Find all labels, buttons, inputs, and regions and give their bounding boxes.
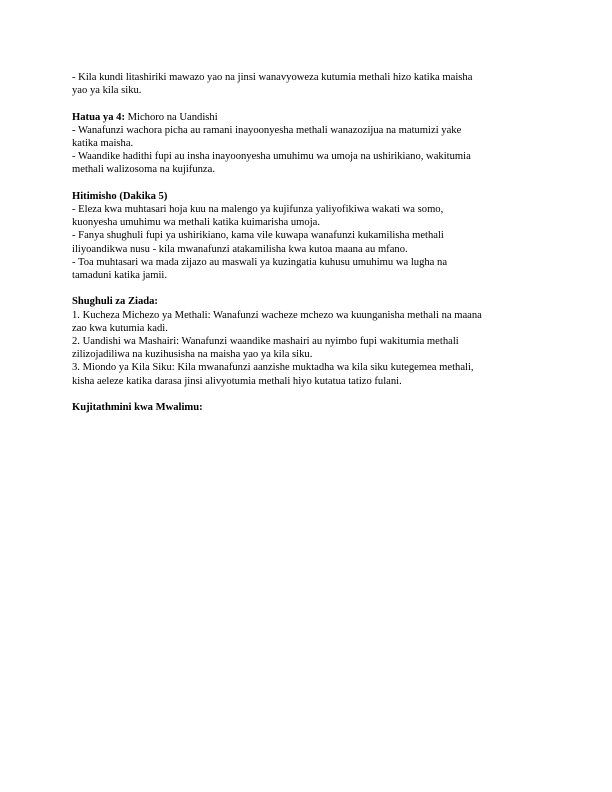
extra-activities-line: 2. Uandishi wa Mashairi: Wanafunzi waandike mashairi au nyimbo fupi wakitumia methali [72,336,459,348]
spacer [72,177,542,190]
extra-activities-line: zilizojadiliwa na kuzihusisha na maisha yao ya kila siku. [72,349,313,361]
conclusion-line: - Fanya shughuli fupi ya ushirikiano, kama vile kuwapa wanafunzi kukamilisha methali [72,230,444,242]
step4-heading [72,111,542,124]
extra-activities-section [72,295,542,387]
step4-section [72,111,542,177]
extra-activities-line: 1. Kucheza Michezo ya Methali: Wanafunzi wacheze mchezo wa kuunganisha methali na maana [72,309,482,321]
step4-heading-label: Hatua ya 4: [72,111,125,123]
step4-line: methali walizosoma na kujifunza. [72,164,215,176]
step4-line: katika maisha. [72,138,134,149]
conclusion-line: iliyoandikwa nusu - kila mwanafunzi atakamilisha kwa kutoa maana au mfano. [72,243,408,255]
extra-activities-line: 3. Miondo ya Kila Siku: Kila mwanafunzi aanzishe muktadha wa kila siku kutegemea methali, [72,362,474,374]
spacer [72,282,542,295]
conclusion-heading: Hitimisho (Dakika 5) [72,190,168,202]
extra-activities-line: zao kwa kutumia kadi. [72,322,168,334]
step4-heading-title: Michoro na Uandishi [124,111,218,123]
intro-line: - Kila kundi litashiriki mawazo yao na jinsi wanavyoweza kutumia methali hizo katika maisha [72,72,473,83]
spacer [72,97,542,110]
conclusion-line: - Toa muhtasari wa mada zijazo au maswali ya kuzingatia kuhusu umuhimu wa lugha na [72,256,448,268]
conclusion-line: - Eleza kwa muhtasari hoja kuu na malengo ya kujifunza yaliyofikiwa wakati wa somo, [72,204,444,215]
step4-line: - Waandike hadithi fupi au insha inayoonyesha umuhimu wa umoja na ushirikiano, wakitumia [72,151,471,163]
intro-line: yao ya kila siku. [72,85,142,97]
self-evaluation-heading: Kujitathmini kwa Mwalimu: [72,402,203,414]
extra-activities-line: kisha aeleze katika darasa jinsi alivyotumia methali hiyo kutatua tatizo fulani. [72,375,402,387]
intro-paragraph [72,71,542,97]
spacer [72,388,542,401]
conclusion-line: tamaduni katika jamii. [72,270,168,282]
extra-activities-heading: Shughuli za Ziada: [72,296,158,308]
conclusion-section [72,190,542,282]
conclusion-line: kuonyesha umuhimu wa methali katika kuimarisha umoja. [72,217,321,229]
step4-line: - Wanafunzi wachora picha au ramani inayoonyesha methali wanazozijua na matumizi yake [72,124,462,136]
self-evaluation-section [72,401,542,414]
document-page [72,71,542,414]
